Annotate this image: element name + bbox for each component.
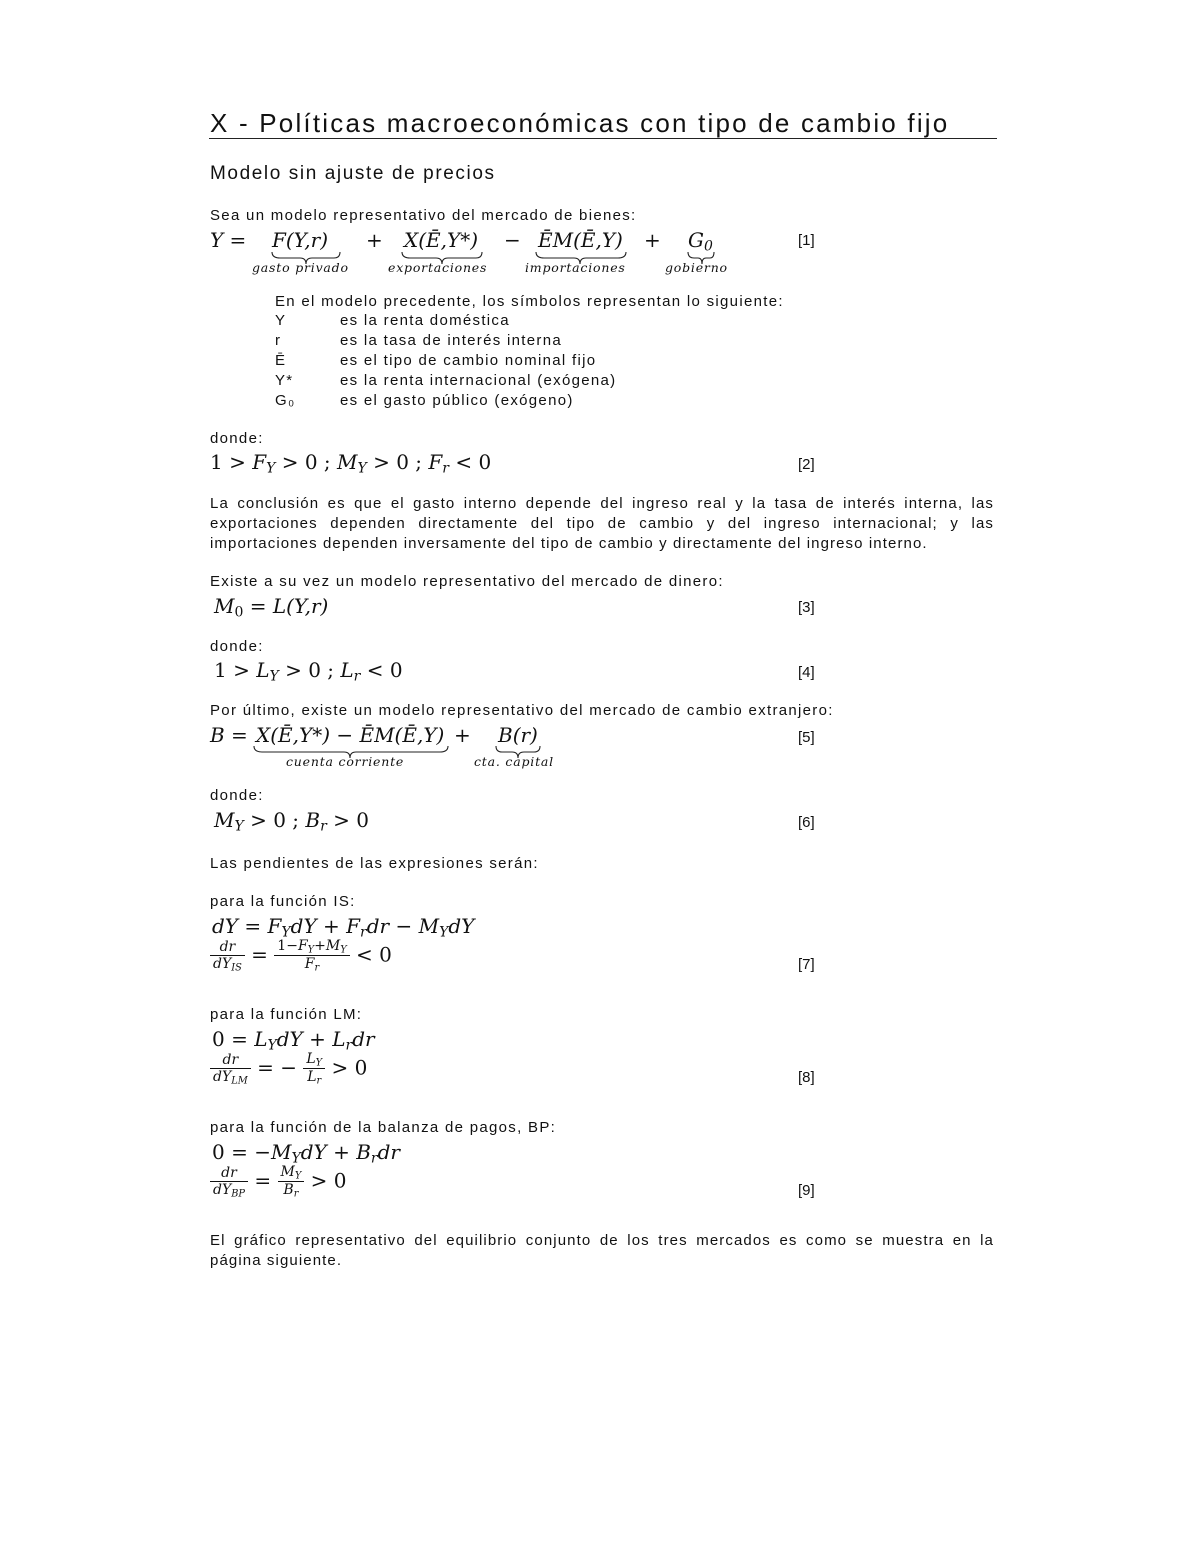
symbols-list xyxy=(275,312,616,412)
symbol-description: es la tasa de interés interna xyxy=(340,332,562,349)
eq5-number: [5] xyxy=(798,729,815,746)
eq1-label-private: gasto privado xyxy=(252,260,349,275)
symbol-name: Ē xyxy=(275,352,287,369)
lm-intro-text: para la función LM: xyxy=(210,1006,363,1023)
eq1-g-symbol: G xyxy=(688,228,704,252)
eq5-underbraces xyxy=(0,700,1200,780)
eq1-term-imports: ĒM(Ē,Y) xyxy=(538,228,623,252)
eq1-label-exports: exportaciones xyxy=(388,260,488,275)
eq9-fraction: $\frac{dr}{dY_{BP}}$ = $\frac{M_Y}{B_r}$ > 0 xyxy=(210,1164,347,1200)
eq3-formula: $M_0 = L(Y,r)$ xyxy=(214,594,329,621)
section-subtitle: Modelo sin ajuste de precios xyxy=(210,163,496,184)
eq3-number: [3] xyxy=(798,599,815,616)
slopes-intro-text: Las pendientes de las expresiones serán: xyxy=(210,855,539,872)
eq1-g-subscript: 0 xyxy=(703,238,713,255)
eq5-term-capital-account: B(r) xyxy=(498,723,538,747)
intro-goods-text: Sea un modelo representativo del mercado de bienes: xyxy=(210,207,637,224)
eq5-plus: + xyxy=(454,723,471,747)
symbol-description: es la renta doméstica xyxy=(340,312,510,329)
eq8-fraction: $\frac{dr}{dY_{LM}}$ = − $\frac{L_Y}{L_r}$ > 0 xyxy=(210,1051,367,1087)
symbol-row-ystar xyxy=(275,372,616,392)
conclusion-paragraph: La conclusión es que el gasto interno depende del ingreso real y la tasa de interés interna, las exportaciones dependen directamente del tipo de cambio y del ingreso internacional; y las importaciones dependen inversamente del tipo de cambio y directamente del ingreso interno. xyxy=(210,495,994,552)
eq1-label-government: gobierno xyxy=(665,260,728,275)
symbol-description: es el gasto público (exógeno) xyxy=(340,392,574,409)
eq5-lhs: B = xyxy=(210,723,248,747)
symbol-name: G₀ xyxy=(275,392,296,409)
page-title: X - Políticas macroeconómicas con tipo de cambio fijo xyxy=(210,108,950,138)
eq4-number: [4] xyxy=(798,664,815,681)
eq1-label-imports: importaciones xyxy=(525,260,626,275)
eq9-line1: $0 = -M_YdY + B_rdr$ xyxy=(212,1140,400,1167)
eq4-formula: $1 > L_Y > 0$ ; $L_r < 0$ xyxy=(214,658,403,685)
eq6-number: [6] xyxy=(798,814,815,831)
eq1-plus-1: + xyxy=(366,228,383,252)
symbol-row-g0 xyxy=(275,392,616,412)
symbol-name: Y* xyxy=(275,372,294,389)
eq5-label-capital-account: cta. capital xyxy=(474,754,554,769)
eq1-lhs: Y = xyxy=(210,228,247,252)
eq8-line1: $0 = L_YdY + L_rdr$ xyxy=(212,1027,375,1054)
eq9-number: [9] xyxy=(798,1182,815,1199)
symbol-name: r xyxy=(275,332,282,349)
intro-money-text: Existe a su vez un modelo representativo del mercado de dinero: xyxy=(210,573,724,590)
eq7-fraction: $\frac{dr}{dY_{IS}}$ = $\frac{1-F_Y+M_Y}{F_r}$ < 0 xyxy=(210,938,392,974)
eq2-number: [2] xyxy=(798,456,815,473)
bp-intro-text: para la función de la balanza de pagos, BP: xyxy=(210,1119,557,1136)
symbol-row-y xyxy=(275,312,616,332)
symbol-description: es la renta internacional (exógena) xyxy=(340,372,617,389)
eq1-minus: − xyxy=(504,228,521,252)
eq1-term-exports: X(Ē,Y*) xyxy=(404,228,479,252)
symbols-heading: En el modelo precedente, los símbolos representan lo siguiente: xyxy=(275,293,784,310)
eq5-term-current-account: X(Ē,Y*) − ĒM(Ē,Y) xyxy=(256,723,445,747)
symbol-row-r xyxy=(275,332,616,352)
closing-paragraph: El gráfico representativo del equilibrio conjunto de los tres mercados es como se muestra en la página siguiente. xyxy=(210,1232,994,1269)
donde-label-3: donde: xyxy=(210,787,264,804)
donde-label-2: donde: xyxy=(210,638,264,655)
eq1-number: [1] xyxy=(798,232,815,249)
eq1-term-private: F(Y,r) xyxy=(272,228,329,252)
eq1-underbraces xyxy=(0,0,1200,300)
is-intro-text: para la función IS: xyxy=(210,893,356,910)
donde-label-1: donde: xyxy=(210,430,264,447)
symbol-name: Y xyxy=(275,312,287,329)
intro-fx-text: Por último, existe un modelo representativo del mercado de cambio extranjero: xyxy=(210,702,834,719)
eq7-line1: dY = $F_YdY + F_rdr - M_YdY$ xyxy=(212,914,475,941)
symbol-description: es el tipo de cambio nominal fijo xyxy=(340,352,597,369)
eq8-number: [8] xyxy=(798,1069,815,1086)
eq7-number: [7] xyxy=(798,956,815,973)
eq1-plus-2: + xyxy=(644,228,661,252)
symbol-row-e xyxy=(275,352,616,372)
eq2-formula: $1 > F_Y > 0$ ; $M_Y > 0$ ; $F_r < 0$ xyxy=(210,450,492,477)
eq6-formula: $M_Y > 0$ ; $B_r > 0$ xyxy=(214,808,369,835)
eq5-label-current-account: cuenta corriente xyxy=(286,754,405,769)
